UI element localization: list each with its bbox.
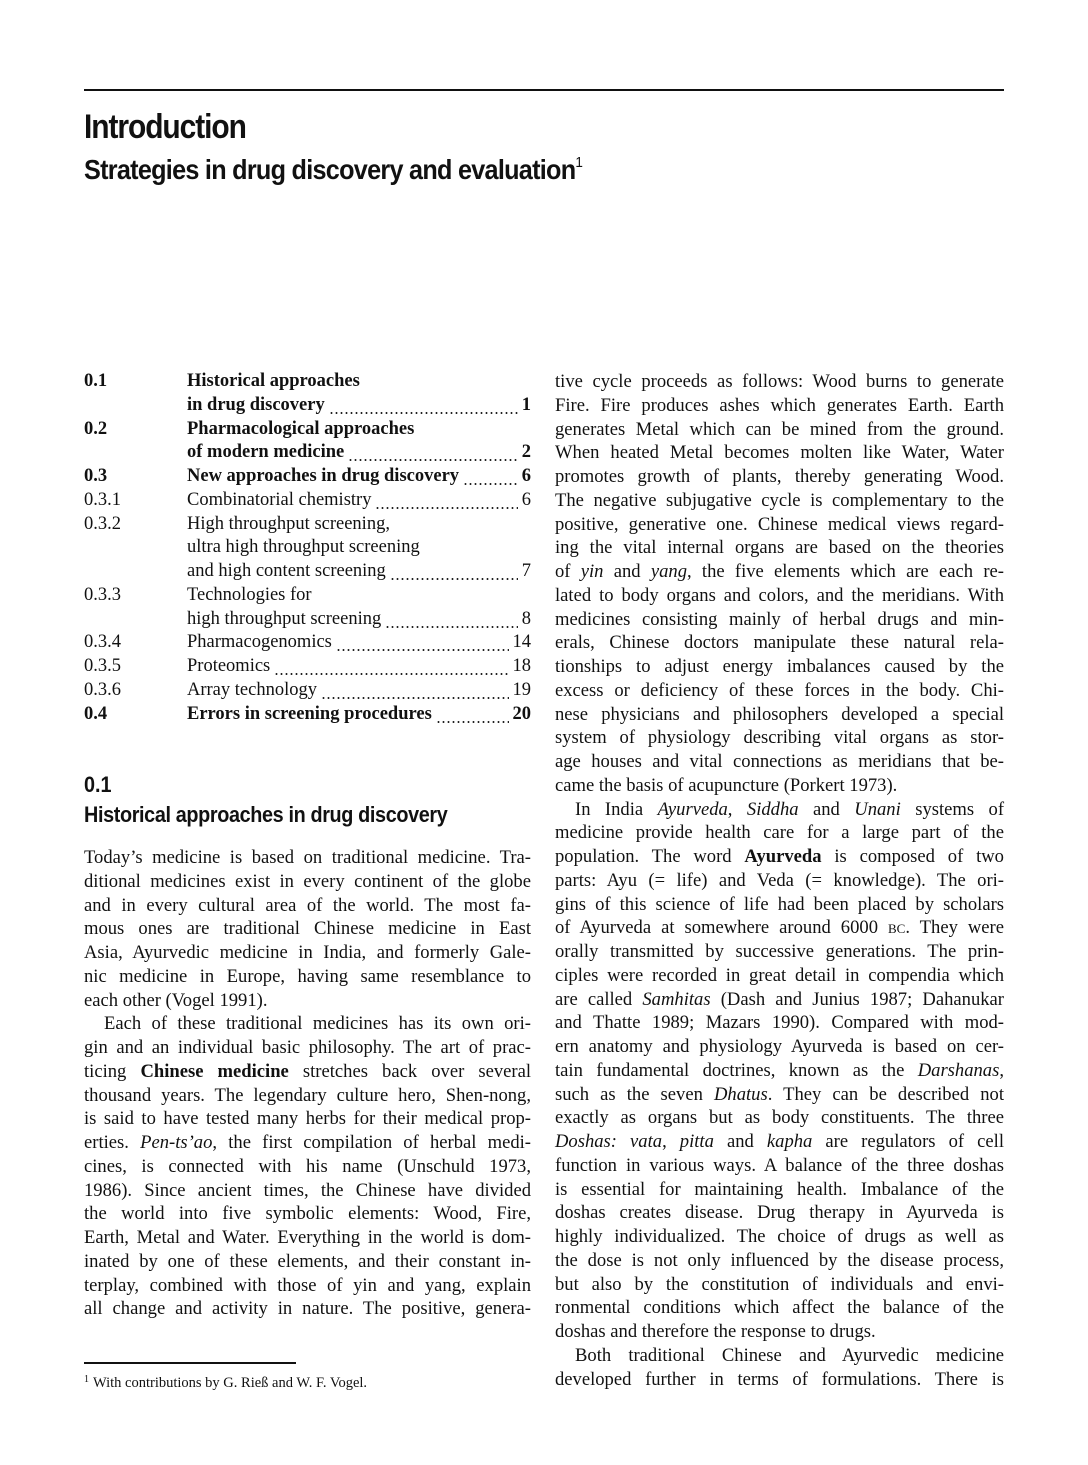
footnote-text: With contributions by G. Rieß and W. F. Vogel. — [93, 1375, 368, 1391]
toc-title: Historical approaches — [187, 371, 360, 391]
italic-term: Doshas: vata — [555, 1131, 663, 1152]
text-run: system of physiology describing vital organs as stor- — [555, 727, 1004, 749]
text-line — [84, 1084, 531, 1108]
text-run: nese physicians and philosophers developed a special — [555, 703, 1004, 725]
text-line — [84, 989, 531, 1013]
text-run: In India — [575, 798, 658, 820]
text-run: erals, Chinese doctors manipulate these natural rela- — [555, 632, 1004, 654]
italic-term: Pen-ts’ao — [140, 1132, 213, 1153]
text-line — [555, 916, 1004, 940]
toc-page-number: 6 — [521, 466, 531, 486]
italic-term: pitta — [679, 1131, 714, 1152]
toc-title-cell — [187, 513, 531, 537]
dot-leader — [390, 560, 518, 584]
toc-title: Array technology — [187, 679, 317, 700]
text-run: gin and an individual basic philosophy. The art of prac- — [84, 1037, 531, 1058]
text-line — [555, 394, 1004, 418]
toc-title-cell — [187, 536, 531, 560]
toc-title: Pharmacological approaches — [187, 418, 415, 439]
toc-page-number: 18 — [512, 656, 531, 676]
text-run: is composed of two — [821, 846, 1004, 867]
text-run: , the first compilation of herbal medi- — [212, 1132, 532, 1153]
text-run: tain fundamental doctrines, known as the — [555, 1059, 918, 1081]
text-run: ern anatomy and physiology Ayurveda is based on cer- — [555, 1036, 1004, 1057]
text-line — [555, 1201, 1004, 1225]
text-run: gins of this science of life had been placed by scholars — [555, 893, 1004, 915]
toc-entry — [84, 489, 531, 513]
toc-page-number: 1 — [521, 394, 531, 415]
text-line — [84, 870, 531, 894]
toc-title-cell — [187, 608, 531, 632]
dot-leader — [375, 489, 517, 513]
text-line — [555, 703, 1004, 727]
left-column-body — [84, 846, 531, 1321]
text-run: and — [603, 561, 651, 582]
text-line — [84, 1036, 531, 1060]
toc-number: 0.3.6 — [84, 679, 121, 700]
text-run: medicines consisting mainly of herbal drugs and min- — [555, 608, 1004, 630]
toc-title-cell — [187, 679, 531, 703]
text-line — [84, 1179, 531, 1203]
toc-number — [84, 560, 187, 584]
italic-term: Samhitas — [642, 988, 711, 1010]
text-run: . They can be described not — [767, 1083, 1004, 1105]
text-line — [555, 869, 1004, 893]
toc-entry — [84, 679, 531, 703]
text-line — [555, 798, 1004, 822]
toc-number — [84, 441, 187, 465]
italic-term: Dhatus — [713, 1083, 768, 1105]
text-run: and — [713, 1131, 767, 1152]
text-line — [555, 774, 1004, 798]
text-line — [555, 560, 1004, 584]
toc-number: 0.1 — [84, 371, 108, 391]
toc-title-cell — [187, 703, 531, 727]
toc-number: 0.3.4 — [84, 632, 121, 653]
bold-term: Chinese medicine — [140, 1060, 289, 1082]
text-run: tive cycle proceeds as follows: Wood burns to generate — [555, 371, 1004, 392]
toc-entry — [84, 418, 531, 442]
toc-title-cell — [187, 631, 531, 655]
text-run: are called — [555, 988, 643, 1010]
toc-title-cell — [187, 560, 531, 584]
text-line — [555, 655, 1004, 679]
text-run: ciples were recorded in great detail in compendia which — [555, 964, 1004, 986]
text-run: age houses and vital connections as meridians that be- — [555, 751, 1004, 772]
text-run: stretches back over several — [288, 1060, 531, 1082]
text-line — [555, 750, 1004, 774]
toc-title: of modern medicine — [187, 442, 345, 463]
toc-number: 0.3 — [84, 466, 108, 486]
text-line — [555, 1154, 1004, 1178]
section-number: 0.1 — [84, 772, 112, 797]
text-line — [555, 893, 1004, 917]
text-line — [555, 1249, 1004, 1273]
chapter-title: Introduction — [84, 108, 246, 146]
toc-number: 0.2 — [84, 418, 108, 439]
text-run: function in various ways. A balance of the three doshas — [555, 1154, 1004, 1176]
footnote-number: 1 — [84, 1374, 89, 1385]
text-run: excess or deficiency of these forces in the body. Chi- — [555, 679, 1004, 701]
toc-title-cell — [187, 441, 531, 465]
italic-term: kapha — [766, 1131, 813, 1152]
text-run: ing the vital internal organs are based on the theories — [555, 537, 1004, 559]
toc-entry — [84, 441, 531, 465]
toc-page-number: 14 — [512, 632, 531, 653]
text-line — [555, 1344, 1004, 1368]
text-run: and — [798, 798, 855, 820]
text-line — [555, 1083, 1004, 1107]
text-line — [84, 1107, 531, 1131]
text-run: promotes growth of plants, thereby generating Wood. — [555, 466, 1004, 487]
italic-term: yang — [650, 561, 687, 582]
italic-term: yin — [580, 561, 604, 582]
toc-page-number: 7 — [521, 561, 531, 581]
text-run: of — [555, 561, 581, 582]
dot-leader — [321, 679, 509, 703]
toc-number: 0.3.5 — [84, 656, 121, 676]
text-run: systems of — [900, 798, 1005, 820]
dot-leader — [385, 608, 518, 632]
section-title: Historical approaches in drug discovery — [84, 802, 448, 827]
toc-title: Technologies for — [187, 584, 312, 605]
text-line — [555, 821, 1004, 845]
text-line — [555, 441, 1004, 465]
small-caps-text: bc — [888, 917, 906, 939]
text-line — [555, 1320, 1004, 1344]
text-line — [84, 1155, 531, 1179]
toc-entry — [84, 560, 531, 584]
text-run: Each of these traditional medicines has its own ori- — [104, 1013, 531, 1035]
text-line — [555, 1130, 1004, 1154]
text-line — [84, 965, 531, 989]
footnote-rule — [84, 1362, 296, 1364]
toc-entry — [84, 394, 531, 418]
toc-number: 0.3.1 — [84, 489, 121, 510]
text-run: doshas creates disease. Drug therapy in Ayurveda is — [555, 1202, 1004, 1224]
text-line — [84, 1297, 531, 1321]
text-line — [555, 940, 1004, 964]
text-line — [555, 1011, 1004, 1035]
italic-term: Darshanas — [917, 1059, 1000, 1081]
toc-entry — [84, 631, 531, 655]
text-run: orally transmitted by successive generations. The prin- — [555, 941, 1004, 962]
text-run: 1986). Since ancient times, the Chinese have divided — [84, 1179, 531, 1201]
toc-title-cell — [187, 584, 531, 608]
toc-entry — [84, 513, 531, 537]
text-line — [84, 846, 531, 870]
text-run: Asia, Ayurvedic medicine in India, and formerly Gale- — [84, 942, 531, 963]
dot-leader — [274, 655, 508, 679]
text-run: positive, generative one. Chinese medical views regard- — [555, 513, 1004, 535]
text-run: are regulators of cell — [812, 1131, 1004, 1152]
text-run: is essential for maintaining health. Imbalance of the — [555, 1178, 1004, 1200]
text-line — [84, 1131, 531, 1155]
toc-title: in drug discovery — [187, 394, 325, 415]
text-run: tionships to adjust energy imbalances caused by the — [555, 656, 1004, 677]
table-of-contents — [84, 370, 531, 726]
text-line — [84, 1012, 531, 1036]
toc-title-cell — [187, 418, 531, 442]
text-line — [555, 513, 1004, 537]
text-run: Fire. Fire produces ashes which generates Earth. Earth — [555, 394, 1004, 416]
text-run: parts: Ayu (= life) and Veda (= knowledge). The ori- — [555, 869, 1004, 891]
toc-number — [84, 394, 187, 418]
dot-leader — [329, 394, 518, 418]
toc-title-cell — [187, 370, 531, 394]
text-run: medicine provide health care for a large part of the — [555, 822, 1004, 844]
toc-entry — [84, 536, 531, 560]
dot-leader — [348, 441, 518, 465]
text-line — [555, 370, 1004, 394]
text-line — [84, 894, 531, 918]
text-run: lated to body organs and colors, and the meridians. With — [555, 584, 1004, 606]
text-line — [555, 584, 1004, 608]
text-line — [555, 489, 1004, 513]
text-line — [84, 1226, 531, 1250]
text-run: , — [727, 798, 747, 820]
text-line — [555, 1059, 1004, 1083]
toc-entry — [84, 465, 531, 489]
text-run: The negative subjugative cycle is complementary to the — [555, 489, 1004, 511]
toc-page-number: 19 — [512, 679, 531, 700]
italic-term: Siddha — [746, 798, 799, 820]
text-line — [555, 964, 1004, 988]
text-run: is said to have tested many herbs for their medical prop- — [84, 1108, 531, 1130]
text-run: the world into five symbolic elements: Wood, Fire, — [84, 1203, 531, 1225]
toc-number: 0.3.3 — [84, 584, 121, 605]
text-line — [555, 608, 1004, 632]
text-run: ditional medicines exist in every continent of the globe — [84, 870, 531, 892]
text-run: cines, is connected with his name (Unschuld 1973, — [84, 1155, 531, 1177]
text-run: each other (Vogel 1991). — [84, 989, 268, 1011]
text-run: mous ones are traditional Chinese medicine in East — [84, 918, 531, 940]
toc-entry — [84, 370, 531, 394]
text-line — [555, 988, 1004, 1012]
text-run: , the five elements which are each re- — [687, 561, 1004, 582]
toc-page-number: 2 — [521, 442, 531, 463]
text-line — [555, 1296, 1004, 1320]
dot-leader — [336, 631, 509, 655]
text-line — [555, 1273, 1004, 1297]
toc-number — [84, 536, 187, 560]
text-line — [555, 1225, 1004, 1249]
toc-title: Errors in screening procedures — [187, 703, 432, 724]
text-run: all change and activity in nature. The positive, genera- — [84, 1298, 531, 1320]
chapter-subtitle — [84, 154, 582, 186]
chapter-subtitle-text: Strategies in drug discovery and evaluation — [84, 154, 576, 185]
text-run: and in every cultural area of the world. The most fa- — [84, 894, 531, 916]
italic-term: Unani — [854, 798, 901, 820]
toc-title: ultra high throughput screening — [187, 537, 420, 558]
text-line — [555, 1035, 1004, 1059]
text-line — [555, 418, 1004, 442]
toc-title-cell — [187, 465, 531, 489]
text-run: Today’s medicine is based on traditional medicine. Tra- — [84, 847, 531, 868]
text-run: Earth, Metal and Water. Everything in the world is dom- — [84, 1227, 531, 1248]
text-run: developed further in terms of formulations. There is — [555, 1368, 1004, 1390]
text-run: thousand years. The legendary culture hero, Shen-nong, — [84, 1084, 531, 1106]
header-rule — [84, 89, 1004, 91]
text-run: ticing — [84, 1060, 141, 1082]
text-run: erties. — [84, 1132, 141, 1153]
text-run: Both traditional Chinese and Ayurvedic medicine — [575, 1344, 1004, 1366]
toc-entry — [84, 584, 531, 608]
text-line — [84, 1060, 531, 1084]
text-line — [84, 917, 531, 941]
text-run: of Ayurveda at somewhere around 6000 — [555, 917, 888, 939]
text-run: When heated Metal becomes molten like Water, Water — [555, 442, 1004, 464]
toc-title-cell — [187, 394, 531, 418]
toc-title: and high content screening — [187, 561, 386, 581]
text-run: doshas and therefore the response to drugs. — [555, 1321, 876, 1342]
text-run: (Dash and Junius 1987; Dahanukar — [710, 988, 1004, 1010]
toc-title: Pharmacogenomics — [187, 632, 332, 653]
text-line — [555, 1368, 1004, 1392]
right-column-body — [555, 370, 1004, 1391]
footnote-mark: 1 — [575, 154, 583, 171]
toc-title-cell — [187, 489, 531, 513]
text-run: , — [662, 1131, 680, 1152]
text-run: such as the seven — [555, 1083, 714, 1105]
text-run: but also by the constitution of individuals and envi- — [555, 1273, 1004, 1295]
toc-entry — [84, 703, 531, 727]
toc-title: high throughput screening — [187, 608, 382, 629]
text-run: highly individualized. The choice of drugs as well as — [555, 1226, 1004, 1247]
text-run: inated by one of these elements, and their constant in- — [84, 1250, 531, 1272]
toc-title: Proteomics — [187, 656, 271, 676]
text-run: the dose is not only influenced by the disease process, — [555, 1249, 1004, 1271]
toc-page-number: 6 — [521, 489, 531, 510]
toc-number — [84, 608, 187, 632]
text-line — [555, 536, 1004, 560]
toc-title: High throughput screening, — [187, 513, 390, 534]
toc-entry — [84, 608, 531, 632]
text-line — [555, 631, 1004, 655]
text-run: nic medicine in Europe, having same resemblance to — [84, 965, 531, 987]
text-line — [555, 1106, 1004, 1130]
text-line — [555, 679, 1004, 703]
text-line — [555, 845, 1004, 869]
text-run: exactly as organs but as body constituents. The three — [555, 1107, 1004, 1129]
text-line — [84, 941, 531, 965]
toc-title: New approaches in drug discovery — [187, 466, 460, 486]
text-line — [555, 1178, 1004, 1202]
footnote — [84, 1374, 367, 1392]
text-run: ronmental conditions which affect the balance of the — [555, 1297, 1004, 1319]
dot-leader — [463, 465, 518, 489]
text-line — [555, 465, 1004, 489]
toc-title-cell — [187, 655, 531, 679]
toc-number: 0.4 — [84, 703, 108, 724]
toc-entry — [84, 655, 531, 679]
text-line — [84, 1274, 531, 1298]
text-run: generates Metal which can be mined from the ground. — [555, 418, 1004, 440]
toc-title: Combinatorial chemistry — [187, 489, 372, 510]
text-run: terplay, combined with those of yin and yang, explain — [84, 1274, 531, 1296]
text-line — [84, 1250, 531, 1274]
text-line — [84, 1202, 531, 1226]
text-run: came the basis of acupuncture (Porkert 1973). — [555, 774, 898, 796]
italic-term: Ayurveda — [657, 798, 728, 820]
text-run: . They were — [905, 917, 1004, 939]
bold-term: Ayurveda — [744, 846, 822, 867]
text-run: and Thatte 1989; Mazars 1990). Compared with mod- — [555, 1012, 1004, 1034]
toc-page-number: 20 — [512, 703, 531, 724]
text-run: , — [999, 1059, 1004, 1081]
toc-number: 0.3.2 — [84, 513, 121, 534]
toc-page-number: 8 — [521, 608, 531, 629]
text-run: population. The word — [555, 846, 745, 867]
text-line — [555, 726, 1004, 750]
dot-leader — [436, 703, 509, 727]
